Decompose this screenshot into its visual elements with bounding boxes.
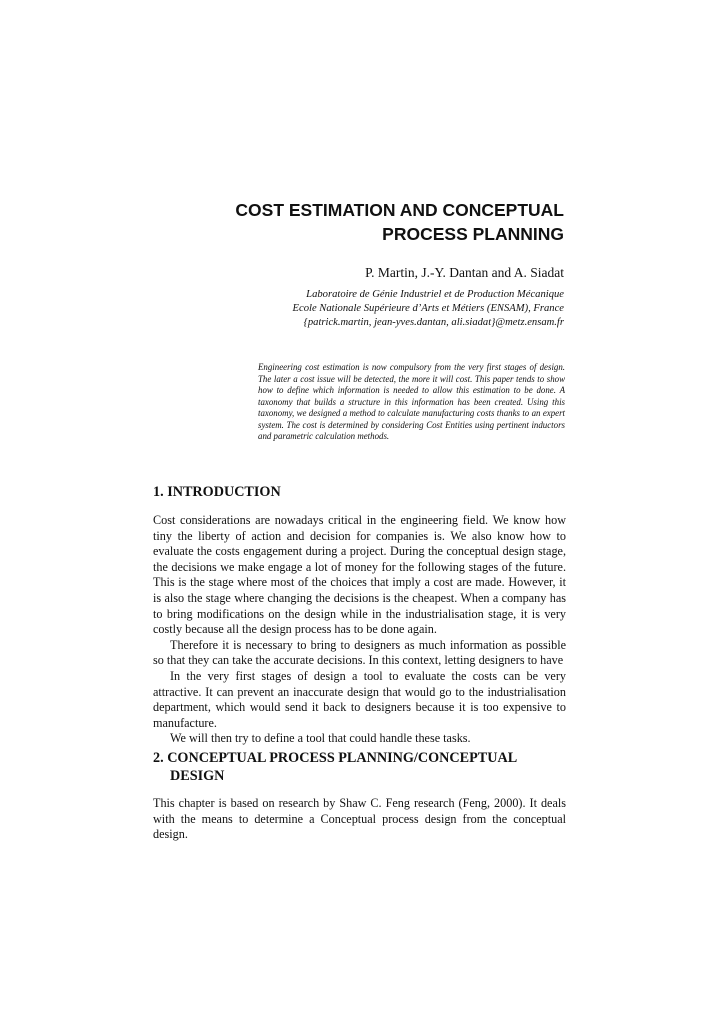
paragraph: In the very first stages of design a tool to evaluate the costs can be very attractive. It can prevent an inaccurate design that would go to the industrialisation department, which would send it back to designers because it is too expensive to manufacture. [153, 668, 566, 730]
paragraph: Cost considerations are nowadays critical in the engineering field. We know how tiny the liberty of action and decision for companies is. We also know how to evaluate the costs engagement during a project. During the conceptual design stage, the decisions we make engage a lot of money for the following stages of the future. This is the stage where most of the choices that imply a cost are made. However, it is also the stage where changing the decisions is the cheapest. When a company has to bring modifications on the design while in the industrialisation stage, it is very costly because all the design process has to be done again. [153, 513, 566, 637]
paragraph: This chapter is based on research by Shaw C. Feng research (Feng, 2000). It deals with the means to determine a Conceptual process design from the conceptual design. [153, 796, 566, 842]
author-list: P. Martin, J.-Y. Dantan and A. Siadat [365, 265, 564, 280]
affiliation [293, 288, 564, 330]
paragraph: We will then try to define a tool that could handle these tasks. [170, 731, 471, 746]
affiliation-line-2: Ecole Nationale Supérieure d’Arts et Métiers (ENSAM), France [292, 303, 564, 314]
section-heading-conceptual-process-planning [153, 749, 565, 785]
author-emails: {patrick.martin, jean-yves.dantan, ali.siadat}@metz.ensam.fr [303, 317, 564, 328]
paper-title [150, 198, 564, 246]
heading-line-1: 2. CONCEPTUAL PROCESS PLANNING/CONCEPTUAL [153, 750, 518, 766]
affiliation-line-1: Laboratoire de Génie Industriel et de Production Mécanique [306, 289, 564, 300]
heading-line-2: DESIGN [170, 768, 225, 784]
section-heading-introduction: 1. INTRODUCTION [153, 484, 281, 500]
section-body-introduction [153, 513, 566, 747]
section-body-conceptual-process-planning [153, 796, 566, 843]
paragraph: Therefore it is necessary to bring to designers as much information as possible so that they can take the accurate decisions. In this context, letting designers to have [153, 637, 566, 668]
title-line-2: PROCESS PLANNING [382, 224, 564, 244]
abstract: Engineering cost estimation is now compulsory from the very first stages of design. The later a cost issue will be detected, the more it will cost. This paper tends to show how to define which information is needed to allow this estimation to be done. A taxonomy that builds a structure in this information has been created. Using this taxonomy, we designed a method to calculate manufacturing costs thanks to an expert system. The cost is determined by considering Cost Entities using pertinent inductors and parametric calculation methods. [258, 362, 565, 441]
title-line-1: COST ESTIMATION AND CONCEPTUAL [235, 200, 564, 220]
